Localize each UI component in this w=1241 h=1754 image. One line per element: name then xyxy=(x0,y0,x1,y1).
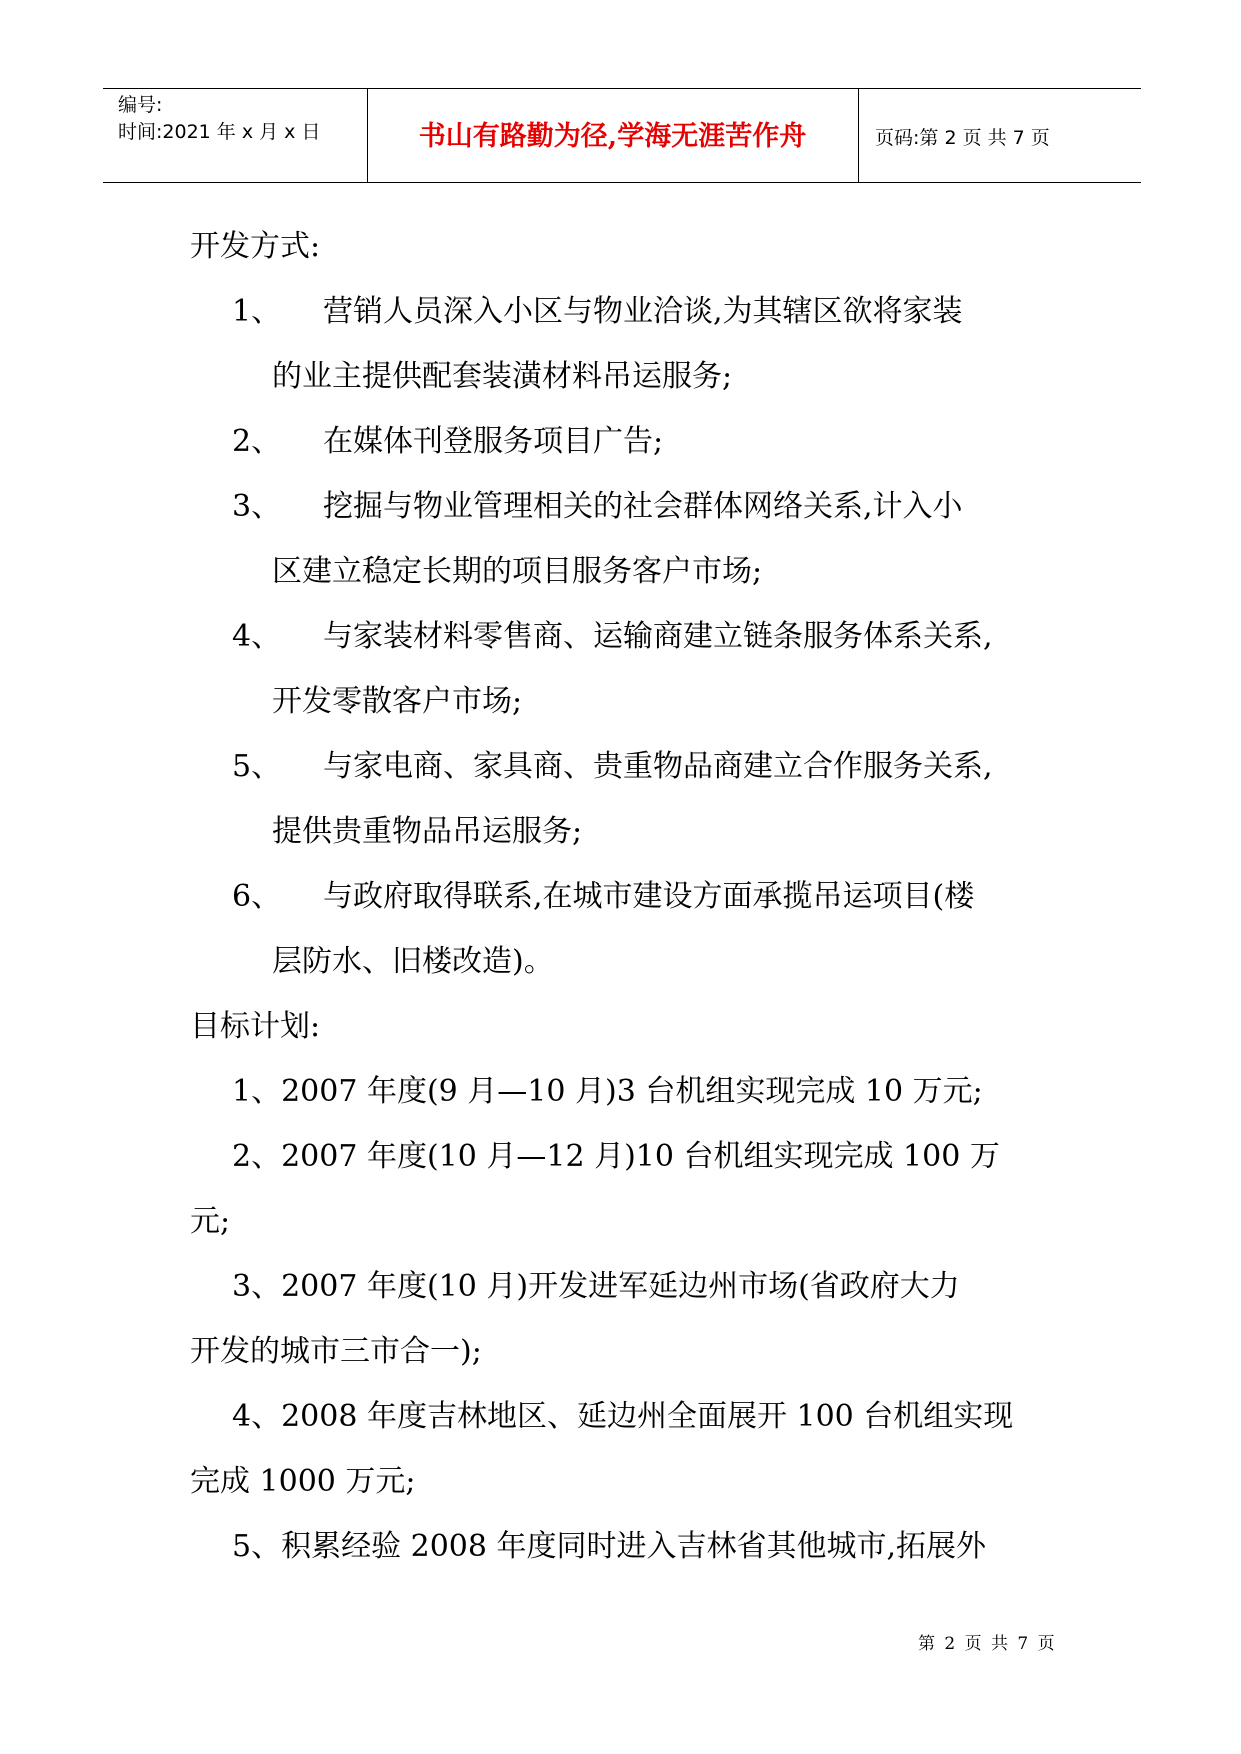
list-item-text: 挖掘与物业管理相关的社会群体网络关系,计入小 xyxy=(323,489,963,524)
list-item-text-continued: 层防水、旧楼改造)。 xyxy=(272,944,554,979)
list-item-number: 2、 xyxy=(232,424,282,459)
list-item-text-continued: 开发零散客户市场; xyxy=(272,684,523,719)
section-title-development: 开发方式: xyxy=(190,229,321,264)
list-item-number: 4、 xyxy=(232,619,282,654)
header-time-label: 时间:2021 年 x 月 x 日 xyxy=(118,121,321,143)
list-item-number: 5、 xyxy=(232,749,282,784)
list-item-text: 与家装材料零售商、运输商建立链条服务体系关系, xyxy=(323,619,993,654)
goal-item-continued: 元; xyxy=(190,1204,231,1239)
goal-item: 5、积累经验 2008 年度同时进入吉林省其他城市,拓展外 xyxy=(232,1529,987,1564)
section-title-goals: 目标计划: xyxy=(190,1009,321,1044)
goal-item: 2、2007 年度(10 月—12 月)10 台机组实现完成 100 万 xyxy=(232,1139,1000,1174)
goal-item: 1、2007 年度(9 月—10 月)3 台机组实现完成 10 万元; xyxy=(232,1074,983,1109)
page-footer: 第 2 页 共 7 页 xyxy=(918,1634,1057,1654)
list-item-text: 与政府取得联系,在城市建设方面承揽吊运项目(楼 xyxy=(323,879,975,914)
document-header xyxy=(103,88,1141,183)
list-item-text-continued: 提供贵重物品吊运服务; xyxy=(272,814,583,849)
list-item-text: 与家电商、家具商、贵重物品商建立合作服务关系, xyxy=(323,749,993,784)
list-item-text-continued: 区建立稳定长期的项目服务客户市场; xyxy=(272,554,763,589)
goal-item: 3、2007 年度(10 月)开发进军延边州市场(省政府大力 xyxy=(232,1269,960,1304)
list-item-text-continued: 的业主提供配套装潢材料吊运服务; xyxy=(272,359,733,394)
header-number-label: 编号: xyxy=(118,94,163,116)
list-item-number: 6、 xyxy=(232,879,282,914)
list-item-number: 1、 xyxy=(232,294,282,329)
list-item-text: 在媒体刊登服务项目广告; xyxy=(323,424,664,459)
list-item-number: 3、 xyxy=(232,489,282,524)
header-motto: 书山有路勤为径,学海无涯苦作舟 xyxy=(418,121,807,152)
goal-item-continued: 完成 1000 万元; xyxy=(190,1464,416,1499)
header-page-label: 页码:第 2 页 共 7 页 xyxy=(875,127,1050,149)
goal-item: 4、2008 年度吉林地区、延边州全面展开 100 台机组实现 xyxy=(232,1399,1014,1434)
list-item-text: 营销人员深入小区与物业洽谈,为其辖区欲将家装 xyxy=(323,294,963,329)
header-divider xyxy=(858,89,859,182)
goal-item-continued: 开发的城市三市合一); xyxy=(190,1334,482,1369)
